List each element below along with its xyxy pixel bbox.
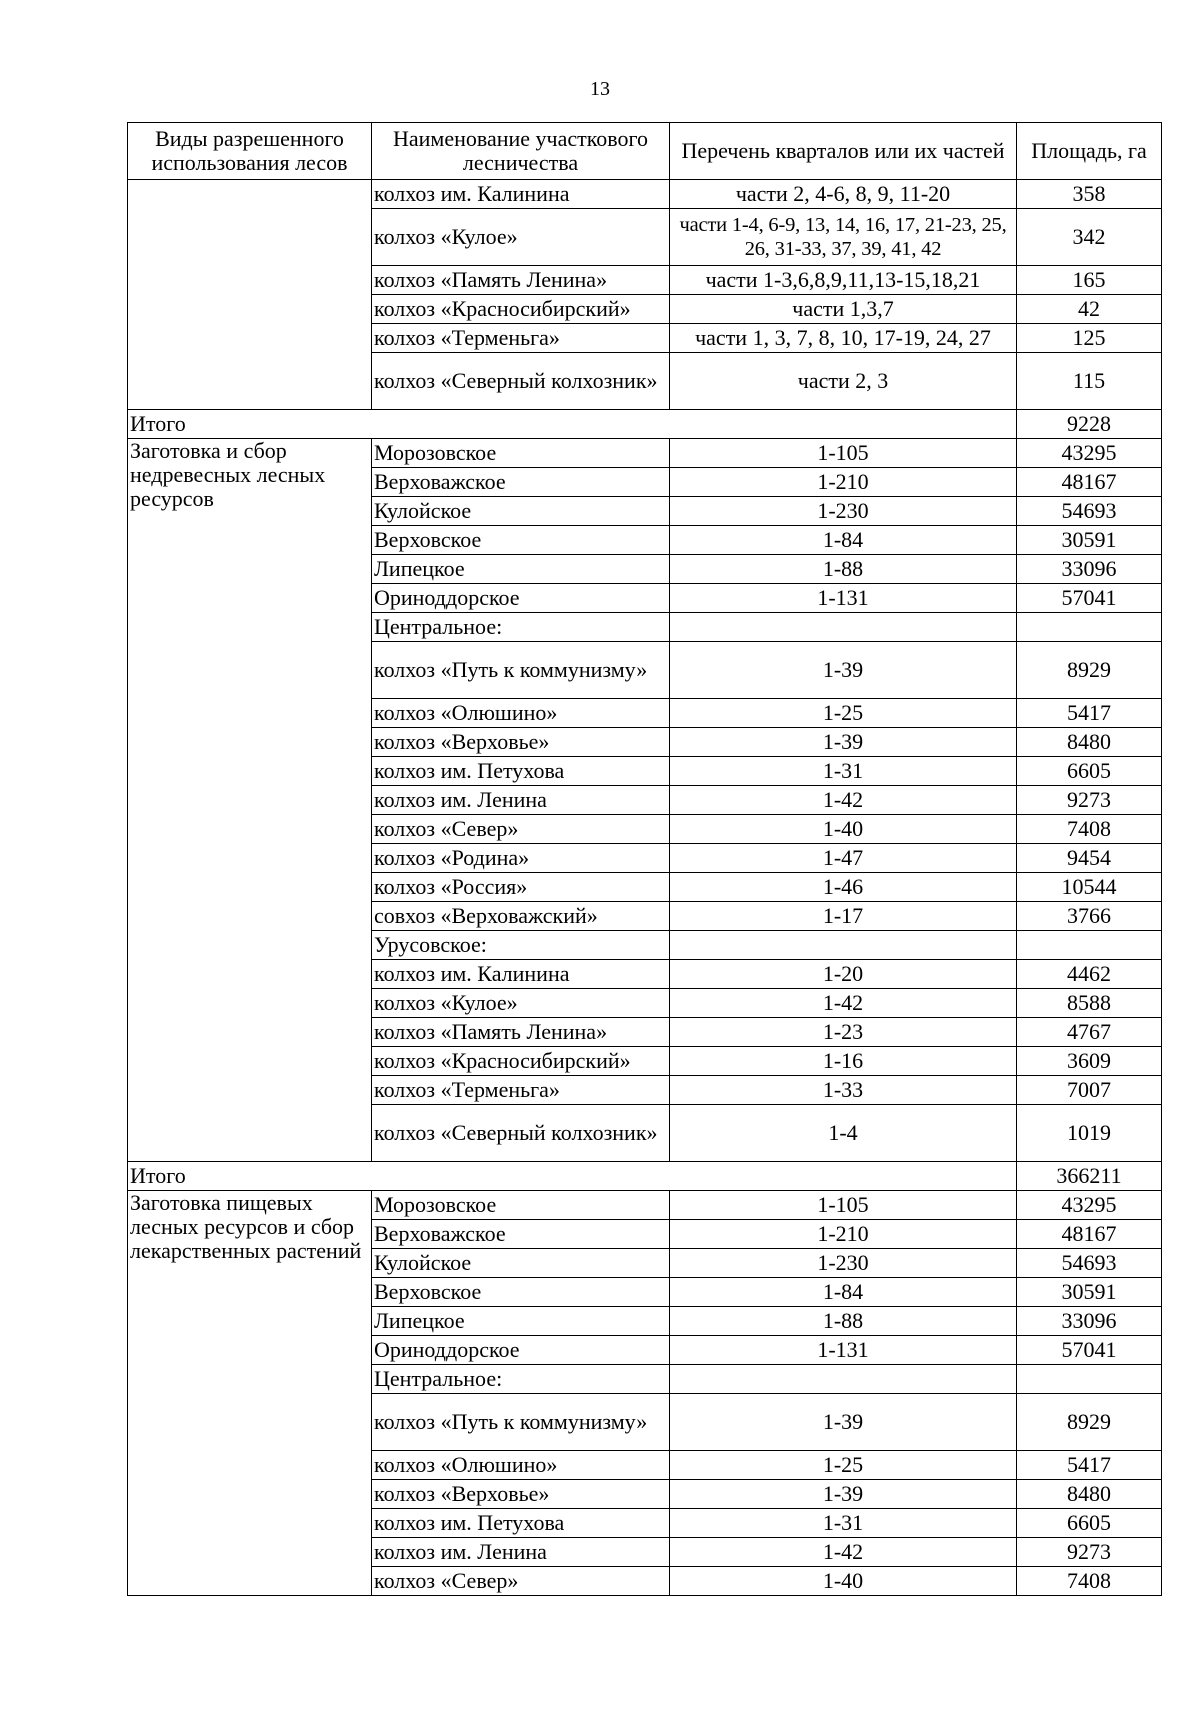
quarters-value: части 1-4, 6-9, 13, 14, 16, 17, 21-23, 25, 26, 31-33, 37, 39, 41, 42: [670, 209, 1017, 266]
quarters-value: 1-42: [670, 989, 1017, 1018]
header-district: Наименование участкового лесничества: [372, 123, 670, 180]
quarters-value: 1-88: [670, 1307, 1017, 1336]
district-name: Верховское: [372, 526, 670, 555]
quarters-value: 1-40: [670, 815, 1017, 844]
district-name: колхоз им. Ленина: [372, 1538, 670, 1567]
total-area: 366211: [1017, 1162, 1162, 1191]
total-row: [128, 1162, 1162, 1191]
area-value: [1017, 613, 1162, 642]
district-name: колхоз «Россия»: [372, 873, 670, 902]
table-body: [128, 180, 1162, 1596]
district-name: колхоз им. Петухова: [372, 1509, 670, 1538]
quarters-value: 1-131: [670, 584, 1017, 613]
district-name: колхоз им. Ленина: [372, 786, 670, 815]
quarters-value: 1-16: [670, 1047, 1017, 1076]
total-row: [128, 410, 1162, 439]
area-value: 1019: [1017, 1105, 1162, 1162]
area-value: 4462: [1017, 960, 1162, 989]
district-name: Центральное:: [372, 613, 670, 642]
area-value: 8929: [1017, 642, 1162, 699]
quarters-value: 1-20: [670, 960, 1017, 989]
quarters-value: части 2, 4-6, 8, 9, 11-20: [670, 180, 1017, 209]
area-value: 6605: [1017, 1509, 1162, 1538]
area-value: 48167: [1017, 1220, 1162, 1249]
quarters-value: 1-210: [670, 468, 1017, 497]
district-name: колхоз «Память Ленина»: [372, 1018, 670, 1047]
area-value: [1017, 1365, 1162, 1394]
quarters-value: 1-47: [670, 844, 1017, 873]
quarters-value: 1-39: [670, 642, 1017, 699]
area-value: 33096: [1017, 555, 1162, 584]
district-name: колхоз «Верховье»: [372, 1480, 670, 1509]
quarters-value: 1-17: [670, 902, 1017, 931]
header-area: Площадь, га: [1017, 123, 1162, 180]
page-number: 13: [590, 78, 610, 100]
quarters-value: 1-39: [670, 728, 1017, 757]
district-name: Центральное:: [372, 1365, 670, 1394]
area-value: 54693: [1017, 497, 1162, 526]
district-name: колхоз «Красносибирский»: [372, 295, 670, 324]
use-type-cell: Заготовка и сбор недревесных лесных ресурсов: [128, 439, 372, 1162]
area-value: 125: [1017, 324, 1162, 353]
total-label: Итого: [128, 410, 1017, 439]
quarters-value: 1-39: [670, 1394, 1017, 1451]
district-name: Кулойское: [372, 1249, 670, 1278]
area-value: 7408: [1017, 815, 1162, 844]
district-name: колхоз «Олюшино»: [372, 699, 670, 728]
district-name: Ориноддорское: [372, 584, 670, 613]
district-name: колхоз «Терменьга»: [372, 324, 670, 353]
district-name: колхоз «Кулое»: [372, 989, 670, 1018]
quarters-value: части 1,3,7: [670, 295, 1017, 324]
total-label: Итого: [128, 1162, 1017, 1191]
area-value: 3609: [1017, 1047, 1162, 1076]
area-value: 9273: [1017, 1538, 1162, 1567]
area-value: 30591: [1017, 526, 1162, 555]
quarters-value: 1-88: [670, 555, 1017, 584]
area-value: 43295: [1017, 1191, 1162, 1220]
quarters-value: 1-42: [670, 786, 1017, 815]
area-value: 8929: [1017, 1394, 1162, 1451]
district-name: Липецкое: [372, 555, 670, 584]
district-name: колхоз «Северный колхозник»: [372, 1105, 670, 1162]
district-name: колхоз им. Петухова: [372, 757, 670, 786]
district-name: Урусовское:: [372, 931, 670, 960]
quarters-value: [670, 1365, 1017, 1394]
district-name: колхоз «Кулое»: [372, 209, 670, 266]
area-value: 342: [1017, 209, 1162, 266]
district-name: Морозовское: [372, 1191, 670, 1220]
area-value: 8588: [1017, 989, 1162, 1018]
area-value: 5417: [1017, 699, 1162, 728]
area-value: 30591: [1017, 1278, 1162, 1307]
area-value: 43295: [1017, 439, 1162, 468]
area-value: 33096: [1017, 1307, 1162, 1336]
quarters-value: 1-33: [670, 1076, 1017, 1105]
quarters-value: 1-25: [670, 699, 1017, 728]
district-name: колхоз «Путь к коммунизму»: [372, 1394, 670, 1451]
quarters-value: 1-4: [670, 1105, 1017, 1162]
quarters-value: 1-31: [670, 1509, 1017, 1538]
table-header-row: [128, 123, 1162, 180]
quarters-value: 1-105: [670, 1191, 1017, 1220]
header-quarters: Перечень кварталов или их частей: [670, 123, 1017, 180]
district-name: Верховажское: [372, 1220, 670, 1249]
district-name: Верховажское: [372, 468, 670, 497]
quarters-value: 1-105: [670, 439, 1017, 468]
area-value: 6605: [1017, 757, 1162, 786]
district-name: Липецкое: [372, 1307, 670, 1336]
district-name: колхоз «Северный колхозник»: [372, 353, 670, 410]
district-name: колхоз «Память Ленина»: [372, 266, 670, 295]
total-area: 9228: [1017, 410, 1162, 439]
area-value: 7408: [1017, 1567, 1162, 1596]
district-name: Морозовское: [372, 439, 670, 468]
district-name: совхоз «Верховажский»: [372, 902, 670, 931]
table-row: [128, 439, 1162, 468]
area-value: 9454: [1017, 844, 1162, 873]
quarters-value: части 1, 3, 7, 8, 10, 17-19, 24, 27: [670, 324, 1017, 353]
area-value: 115: [1017, 353, 1162, 410]
forest-use-table: [127, 122, 1162, 1596]
district-name: колхоз «Север»: [372, 1567, 670, 1596]
district-name: колхоз им. Калинина: [372, 960, 670, 989]
quarters-value: 1-23: [670, 1018, 1017, 1047]
district-name: колхоз «Красносибирский»: [372, 1047, 670, 1076]
district-name: колхоз «Путь к коммунизму»: [372, 642, 670, 699]
area-value: 8480: [1017, 1480, 1162, 1509]
table-row: [128, 1191, 1162, 1220]
area-value: 57041: [1017, 584, 1162, 613]
quarters-value: 1-42: [670, 1538, 1017, 1567]
district-name: колхоз «Родина»: [372, 844, 670, 873]
quarters-value: [670, 931, 1017, 960]
quarters-value: 1-39: [670, 1480, 1017, 1509]
quarters-value: 1-210: [670, 1220, 1017, 1249]
district-name: колхоз им. Калинина: [372, 180, 670, 209]
area-value: 7007: [1017, 1076, 1162, 1105]
quarters-value: 1-31: [670, 757, 1017, 786]
use-type-cell: Заготовка пищевых лесных ресурсов и сбор лекарственных растений: [128, 1191, 372, 1596]
quarters-value: 1-230: [670, 497, 1017, 526]
area-value: 165: [1017, 266, 1162, 295]
quarters-value: части 1-3,6,8,9,11,13-15,18,21: [670, 266, 1017, 295]
area-value: 57041: [1017, 1336, 1162, 1365]
quarters-value: 1-131: [670, 1336, 1017, 1365]
district-name: Кулойское: [372, 497, 670, 526]
district-name: колхоз «Олюшино»: [372, 1451, 670, 1480]
district-name: Верховское: [372, 1278, 670, 1307]
quarters-value: 1-230: [670, 1249, 1017, 1278]
table-row: [128, 180, 1162, 209]
quarters-value: 1-46: [670, 873, 1017, 902]
area-value: 10544: [1017, 873, 1162, 902]
area-value: [1017, 931, 1162, 960]
area-value: 9273: [1017, 786, 1162, 815]
area-value: 48167: [1017, 468, 1162, 497]
area-value: 42: [1017, 295, 1162, 324]
area-value: 358: [1017, 180, 1162, 209]
district-name: Ориноддорское: [372, 1336, 670, 1365]
quarters-value: 1-25: [670, 1451, 1017, 1480]
area-value: 4767: [1017, 1018, 1162, 1047]
quarters-value: 1-40: [670, 1567, 1017, 1596]
header-use-type: Виды разрешенного использования лесов: [128, 123, 372, 180]
quarters-value: [670, 613, 1017, 642]
area-value: 8480: [1017, 728, 1162, 757]
district-name: колхоз «Верховье»: [372, 728, 670, 757]
area-value: 5417: [1017, 1451, 1162, 1480]
quarters-value: 1-84: [670, 1278, 1017, 1307]
district-name: колхоз «Терменьга»: [372, 1076, 670, 1105]
area-value: 54693: [1017, 1249, 1162, 1278]
quarters-value: 1-84: [670, 526, 1017, 555]
area-value: 3766: [1017, 902, 1162, 931]
district-name: колхоз «Север»: [372, 815, 670, 844]
quarters-value: части 2, 3: [670, 353, 1017, 410]
use-type-cell: [128, 180, 372, 410]
